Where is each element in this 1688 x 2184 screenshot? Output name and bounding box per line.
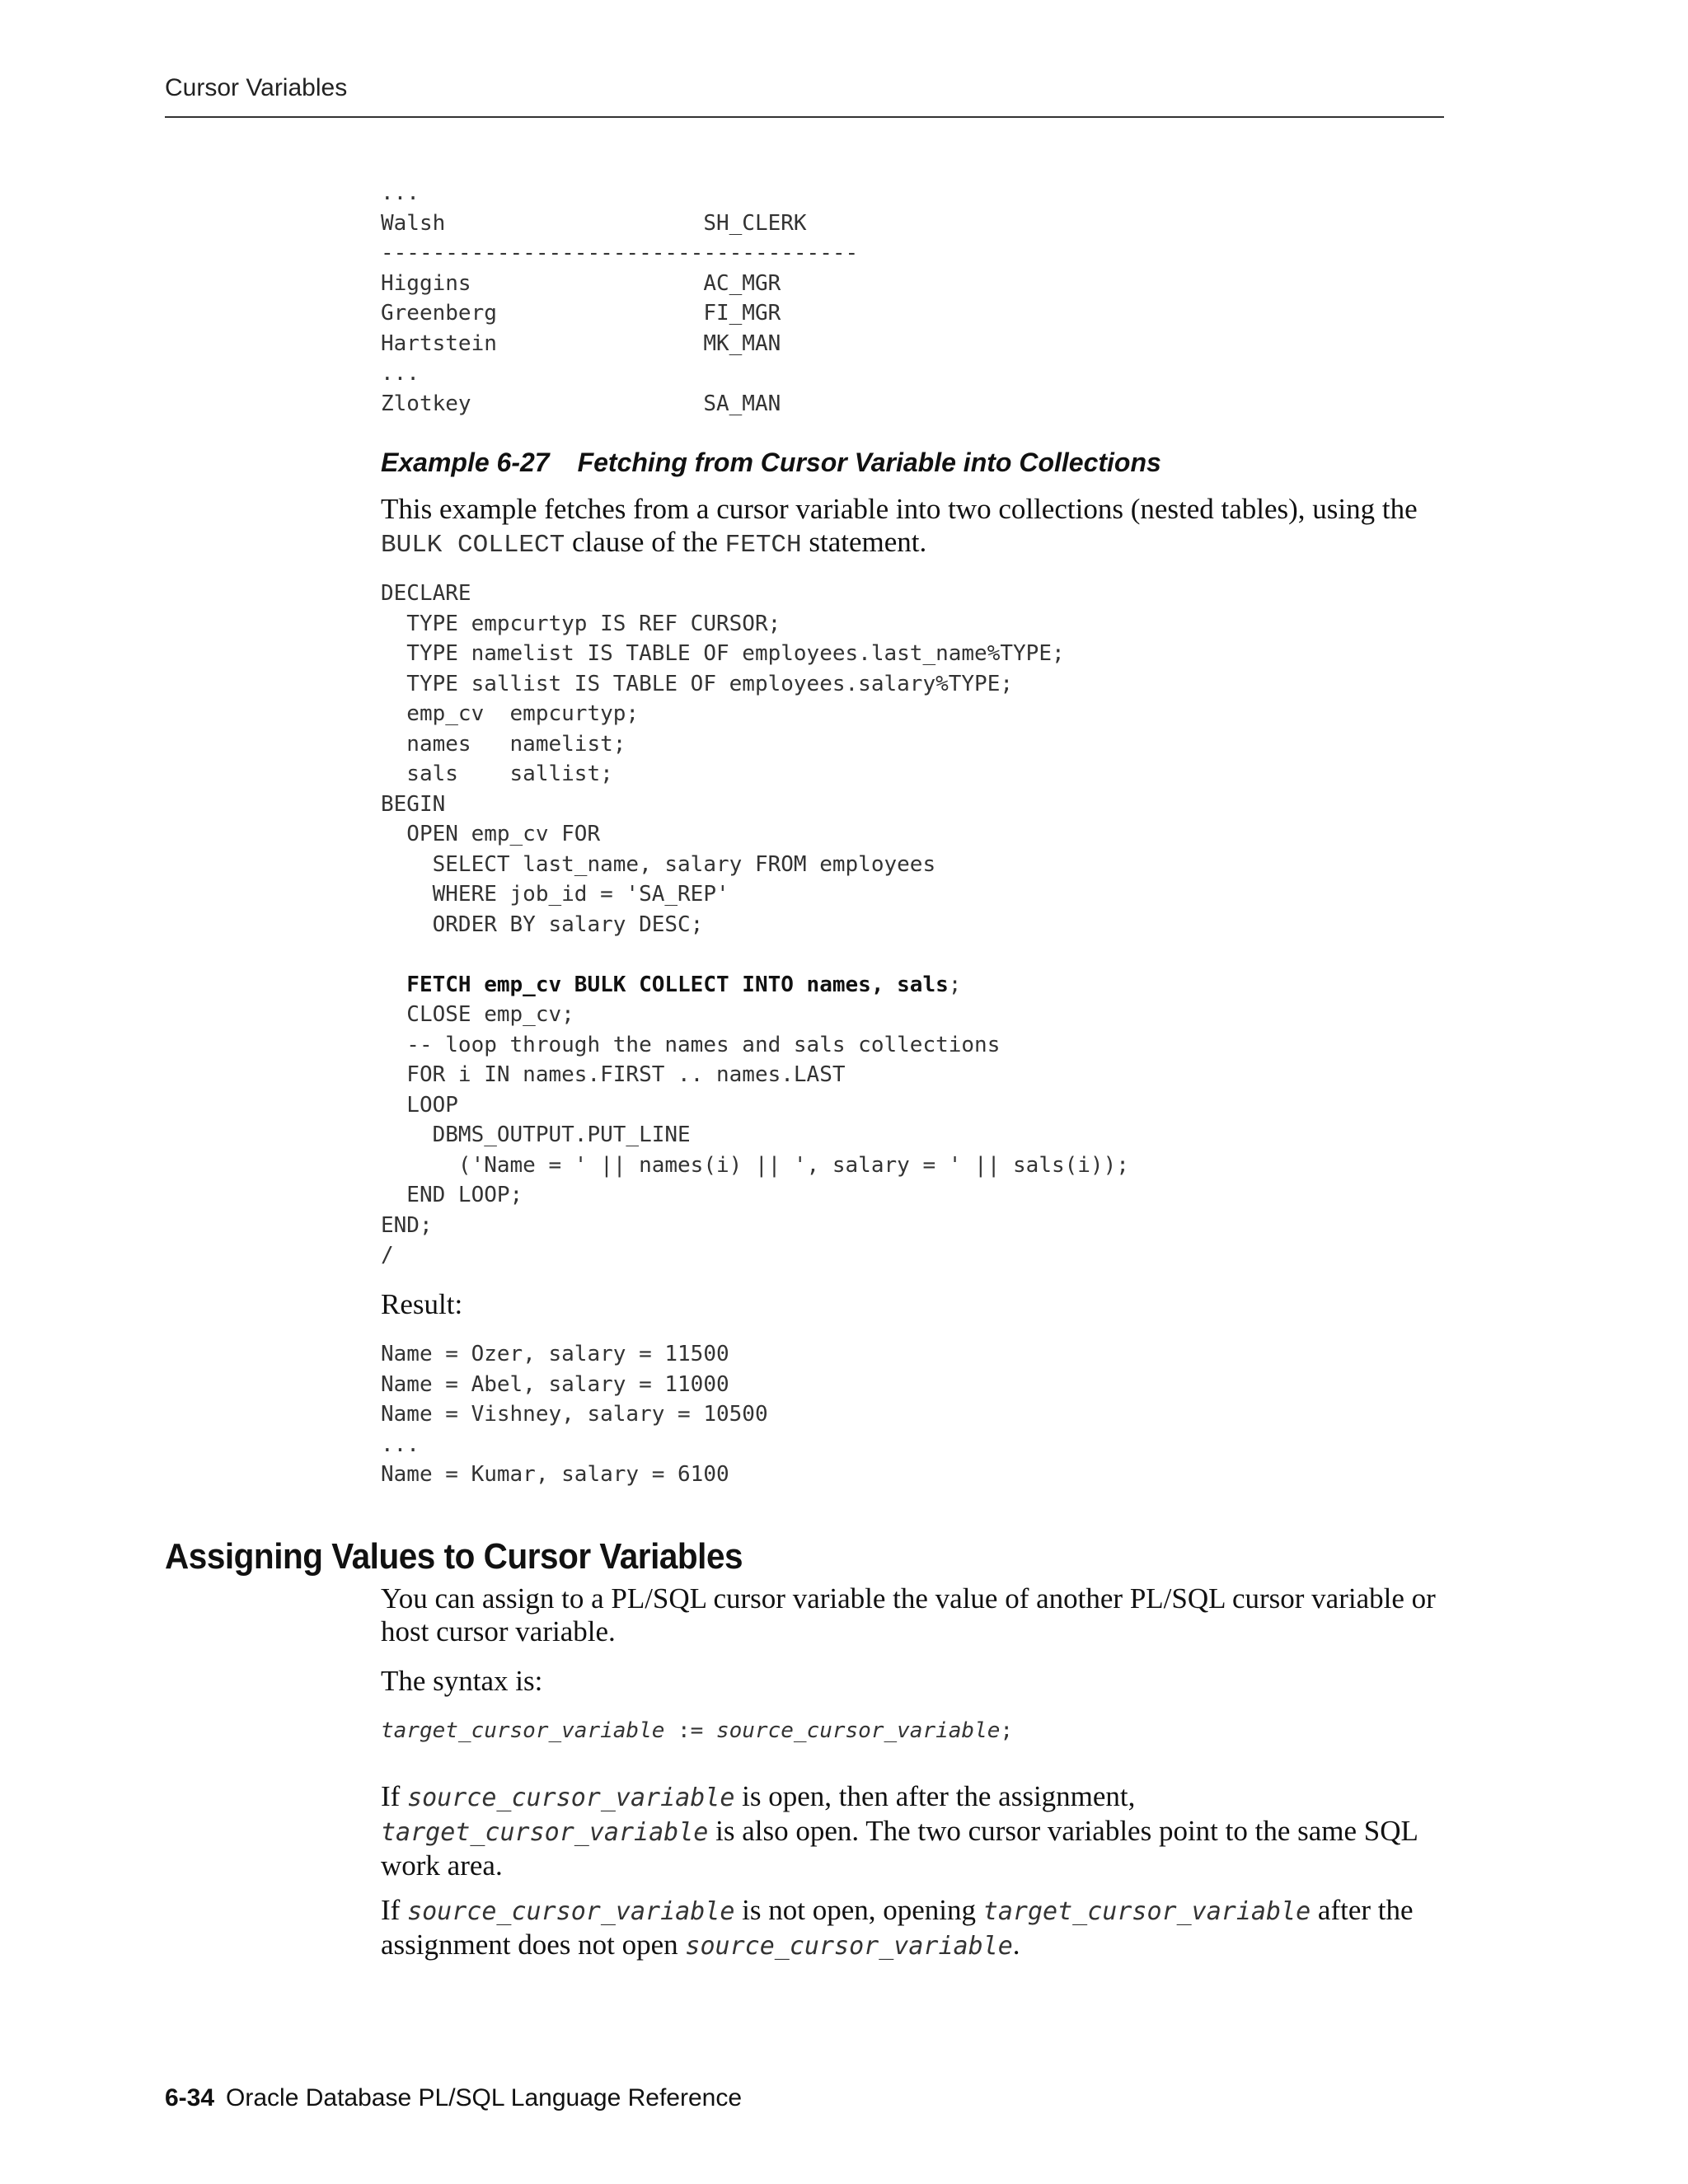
inline-code: target_cursor_variable — [982, 1897, 1311, 1926]
example-code-block — [381, 579, 1129, 1271]
inline-code: target_cursor_variable — [381, 1818, 709, 1847]
syntax-block: target_cursor_variable := source_cursor_variable; — [381, 1718, 1014, 1743]
running-header: Cursor Variables — [165, 74, 348, 101]
inline-code: source_cursor_variable — [407, 1783, 735, 1812]
inline-code: FETCH — [724, 531, 802, 560]
output-listing — [381, 178, 858, 419]
listing-line: Walsh SH_CLERK — [381, 210, 807, 236]
code-part-1: DECLARE TYPE empcurtyp IS REF CURSOR; TYPE namelist IS TABLE OF employees.last_name%TYPE; TYPE sallist IS TABLE OF employees.salary%TYPE; emp_cv empcurtyp; names namelist; sals sallist; BEGIN OPEN emp_cv FOR SELECT last_name, salary FROM employees WHERE job_id = 'SA_REP' ORDER BY salary DESC; — [381, 581, 1065, 937]
section-para-4: If source_cursor_variable is not open, opening target_cursor_variable after the assignment does not open source_cursor_variable. — [381, 1894, 1414, 1961]
listing-line: ------------------------------------- — [381, 241, 859, 265]
page-number: 6-34 — [165, 2084, 215, 2111]
inline-code: source_cursor_variable — [685, 1932, 1013, 1961]
page-footer — [165, 2084, 742, 2112]
code-part-2: CLOSE emp_cv; -- loop through the names and sals collections FOR i IN names.FIRST .. names.LAST LOOP DBMS_OUTPUT.PUT_LINE ('Name = ' || names(i) || ', salary = ' || sals(i)); END LOOP; END; / — [381, 1002, 1129, 1268]
section-heading: Assigning Values to Cursor Variables — [165, 1536, 743, 1577]
example-intro: This example fetches from a cursor variable into two collections (nested tables), using the BULK COLLECT clause of the FETCH statement. — [381, 493, 1418, 560]
code-bold-line: FETCH emp_cv BULK COLLECT INTO names, sals — [381, 972, 949, 997]
example-number: Example 6-27 — [381, 448, 550, 477]
listing-line: Greenberg FI_MGR — [381, 301, 781, 326]
section-para-2: The syntax is: — [381, 1665, 543, 1697]
listing-line: Higgins AC_MGR — [381, 270, 781, 296]
inline-code: source_cursor_variable — [407, 1897, 735, 1926]
inline-code: BULK COLLECT — [381, 531, 565, 560]
example-caption — [381, 448, 1161, 478]
section-para-3: If source_cursor_variable is open, then after the assignment, target_cursor_variable is also open. The two cursor variables point to the same SQL work area. — [381, 1780, 1418, 1882]
result-label: Result: — [381, 1288, 463, 1320]
listing-line: ... — [381, 361, 420, 386]
code-bold-tail: ; — [948, 972, 962, 997]
listing-line: Zlotkey SA_MAN — [381, 391, 781, 416]
header-rule — [165, 116, 1444, 118]
example-title: Fetching from Cursor Variable into Collections — [577, 448, 1161, 477]
syntax-source: source_cursor_variable — [716, 1718, 1001, 1743]
listing-line: Hartstein MK_MAN — [381, 330, 781, 356]
syntax-target: target_cursor_variable — [381, 1718, 665, 1743]
listing-line: ... — [381, 180, 420, 205]
section-para-1: You can assign to a PL/SQL cursor variable the value of another PL/SQL cursor variable or host cursor variable. — [381, 1582, 1436, 1647]
book-title: Oracle Database PL/SQL Language Reference — [226, 2084, 743, 2111]
result-output: Name = Ozer, salary = 11500 Name = Abel, salary = 11000 Name = Vishney, salary = 10500 ... Name = Kumar, salary = 6100 — [381, 1342, 768, 1487]
